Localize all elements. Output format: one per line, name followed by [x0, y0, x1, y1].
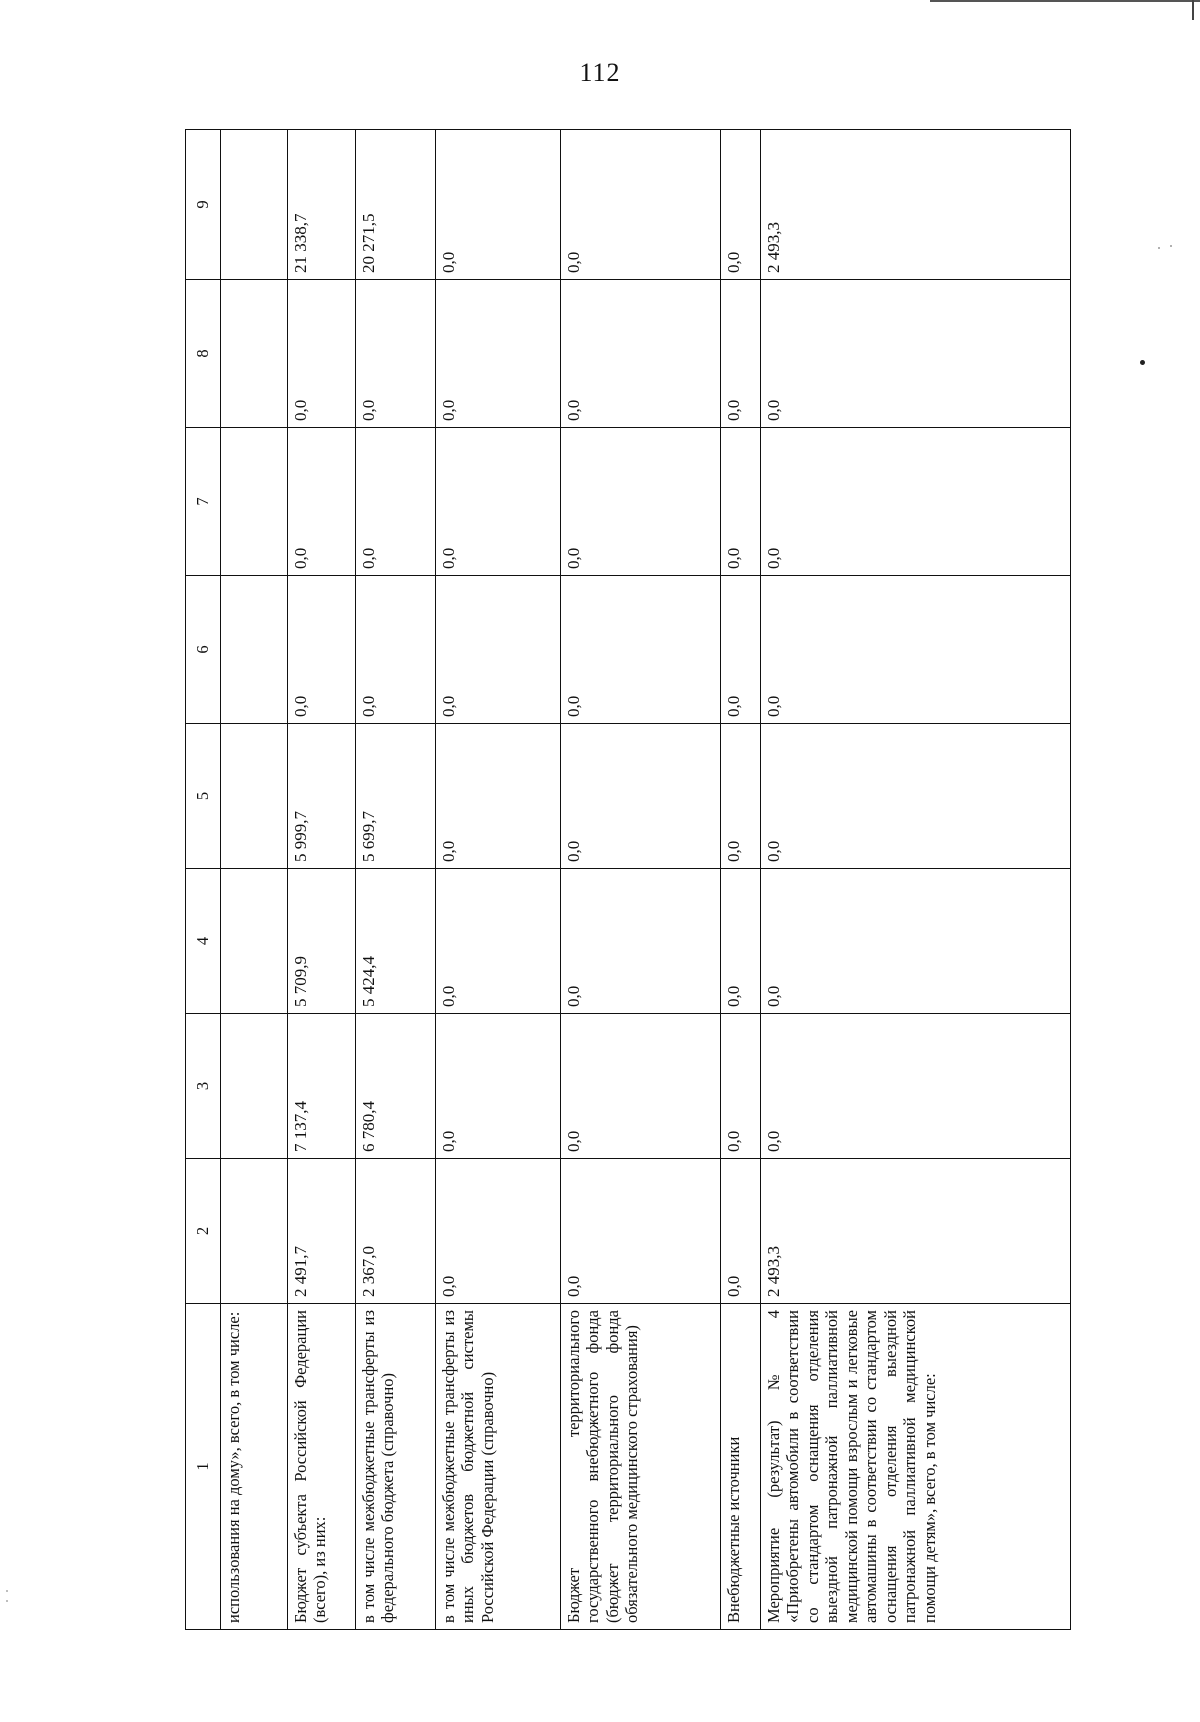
cell-value: 0,0: [561, 576, 721, 724]
cell-value: 5 999,7: [288, 724, 356, 869]
cell-value: [221, 869, 288, 1014]
cell-value: 0,0: [288, 280, 356, 428]
cell-value: 0,0: [721, 280, 761, 428]
cell-value: 21 338,7: [288, 130, 356, 280]
cell-value: 0,0: [761, 869, 1071, 1014]
cell-value: 0,0: [761, 576, 1071, 724]
cell-value: 0,0: [436, 280, 561, 428]
scan-edge-mark: [1192, 0, 1194, 20]
table-row: [721, 130, 761, 1630]
scan-speck: [1140, 360, 1145, 365]
cell-value: 0,0: [436, 869, 561, 1014]
cell-value: 0,0: [436, 1014, 561, 1159]
row-label: использования на дому», всего, в том числе:: [221, 1304, 288, 1630]
table-row: [436, 130, 561, 1630]
cell-value: 0,0: [761, 1014, 1071, 1159]
cell-value: [221, 280, 288, 428]
column-header: 4: [186, 869, 221, 1014]
cell-value: 0,0: [721, 428, 761, 576]
row-label: Внебюджетные источники: [721, 1304, 761, 1630]
scan-edge-line: [930, 0, 1200, 2]
rotated-table-container: [185, 130, 1065, 1630]
cell-value: 2 493,3: [761, 1159, 1071, 1304]
cell-value: [221, 130, 288, 280]
cell-value: [221, 1159, 288, 1304]
cell-value: 2 491,7: [288, 1159, 356, 1304]
cell-value: 0,0: [761, 280, 1071, 428]
column-header: 1: [186, 1304, 221, 1630]
column-header: 9: [186, 130, 221, 280]
cell-value: 5 424,4: [356, 869, 436, 1014]
column-header: 3: [186, 1014, 221, 1159]
table-header-row: [186, 130, 221, 1630]
cell-value: 0,0: [761, 724, 1071, 869]
budget-table: [185, 129, 1071, 1630]
cell-value: 0,0: [561, 130, 721, 280]
cell-value: 0,0: [436, 130, 561, 280]
scan-speck: [6, 1600, 8, 1602]
cell-value: 0,0: [436, 1159, 561, 1304]
cell-value: 0,0: [561, 1159, 721, 1304]
cell-value: 5 709,9: [288, 869, 356, 1014]
table-row: [761, 130, 1071, 1630]
scan-speck: [6, 1590, 8, 1592]
cell-value: 0,0: [721, 869, 761, 1014]
column-header: 5: [186, 724, 221, 869]
cell-value: 5 699,7: [356, 724, 436, 869]
cell-value: 0,0: [561, 1014, 721, 1159]
column-header: 2: [186, 1159, 221, 1304]
cell-value: 0,0: [721, 1159, 761, 1304]
table-row: [561, 130, 721, 1630]
cell-value: 0,0: [561, 428, 721, 576]
cell-value: 0,0: [288, 576, 356, 724]
row-label: в том числе межбюджетные трансферты из иных бюджетов бюджетной системы Российской Федерации (справочно): [436, 1304, 561, 1630]
row-label: Бюджет субъекта Российской Федерации (всего), из них:: [288, 1304, 356, 1630]
cell-value: 0,0: [721, 1014, 761, 1159]
column-header: 8: [186, 280, 221, 428]
cell-value: 0,0: [436, 724, 561, 869]
cell-value: 0,0: [436, 576, 561, 724]
cell-value: [221, 724, 288, 869]
column-header: 6: [186, 576, 221, 724]
cell-value: 2 367,0: [356, 1159, 436, 1304]
cell-value: 2 493,3: [761, 130, 1071, 280]
cell-value: 6 780,4: [356, 1014, 436, 1159]
table-row: [221, 130, 288, 1630]
cell-value: 0,0: [356, 280, 436, 428]
cell-value: 0,0: [721, 724, 761, 869]
row-label: Бюджет территориального государственного внебюджетного фонда (бюджет территориального фонда обязательного медицинского страхования): [561, 1304, 721, 1630]
cell-value: [221, 1014, 288, 1159]
cell-value: 0,0: [561, 869, 721, 1014]
cell-value: 0,0: [436, 428, 561, 576]
cell-value: 0,0: [761, 428, 1071, 576]
table-row: [288, 130, 356, 1630]
cell-value: 0,0: [356, 428, 436, 576]
row-label: Мероприятие (результат) № 4 «Приобретены автомобили в соответствии со стандартом оснащения отделения выездной патронажной паллиативной медицинской помощи взрослым и легковые автомашины в соответствии со стандартом оснащения отделения выездной патронажной паллиативной медицинской помощи детям», всего, в том числе:: [761, 1304, 1071, 1630]
cell-value: [221, 428, 288, 576]
cell-value: 7 137,4: [288, 1014, 356, 1159]
scan-speck: [1158, 247, 1160, 249]
cell-value: [221, 576, 288, 724]
column-header: 7: [186, 428, 221, 576]
cell-value: 0,0: [721, 130, 761, 280]
cell-value: 0,0: [561, 724, 721, 869]
cell-value: 0,0: [356, 576, 436, 724]
table-row: [356, 130, 436, 1630]
cell-value: 0,0: [561, 280, 721, 428]
row-label: в том числе межбюджетные трансферты из федерального бюджета (справочно): [356, 1304, 436, 1630]
cell-value: 20 271,5: [356, 130, 436, 280]
cell-value: 0,0: [288, 428, 356, 576]
cell-value: 0,0: [721, 576, 761, 724]
page-number: 112: [579, 58, 621, 87]
scan-speck: [1170, 245, 1172, 247]
